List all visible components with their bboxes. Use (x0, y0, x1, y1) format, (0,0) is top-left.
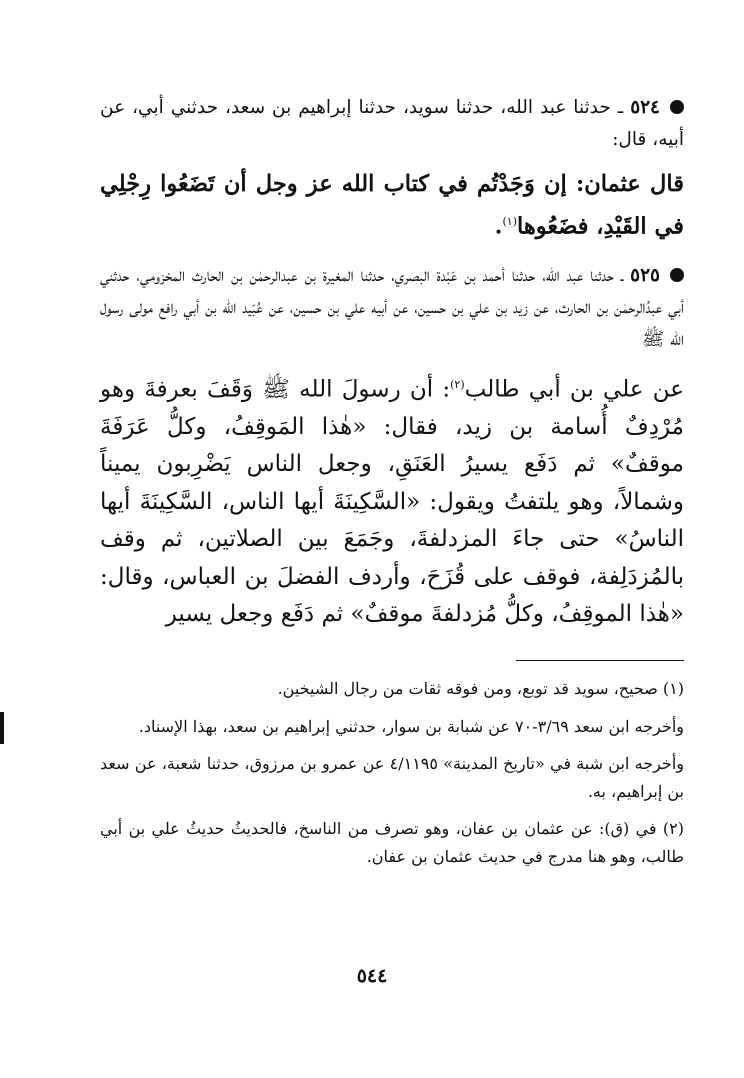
hadith-525-matn-start: عن علي بن أبي طالب (464, 376, 684, 403)
bullet-icon (670, 100, 684, 114)
footnote-1-ibn-saad: وأخرجه ابن سعد ٣/٦٩-٧٠ عن شبابة بن سوار، حدثني إبراهيم بن سعد، بهذا الإسناد. (138, 717, 684, 737)
footnotes (100, 675, 684, 872)
footnote-ref-1[interactable]: (١) (502, 215, 517, 228)
page-edge-mark (0, 712, 4, 744)
hadith-525-matn-rest: : أن رسولَ الله ﷺ وَقَفَ بعرفةَ وهو مُرْدِفٌ أُسامة بن زيد، فقال: «هٰذا المَوقِفُ، وكلُّ عَرَفَةَ موقفٌ» ثم دَفَع يسيرُ العَنَقِ، وجعل الناس يَضْرِبون يميناً وشمالاً، وهو يلتفتُ ويقول: «السَّكِينَةَ أيها الناس، السَّكِينَةَ أيها الناسُ» حتى جاءَ المزدلفةَ، وجَمَعَ بين الصلاتين، ثم وقف بالمُزدَلِفة، فوقف على قُزَحَ، وأردف الفضلَ بن العباس، وقال: «هٰذا الموقِفُ، وكلُّ مُزدلفةَ موقفٌ» ثم دَفَع وجعل يسير (100, 376, 684, 628)
hadith-524-matn-text: قال عثمان: إن وَجَدْتُم في كتاب الله عز وجل أن تَضَعُوا رِجْلِي في القَيْدِ، فضَعُوها (100, 171, 684, 240)
hadith-524-matn: قال عثمان: إن وَجَدْتُم في كتاب الله عز وجل أن تَضَعُوا رِجْلِي في القَيْدِ، فضَعُوها$^{(١)}$. (100, 171, 684, 240)
hadith-524-number: ٥٢٤ (630, 97, 660, 118)
footnote-2: (٢) في (ق): عن عثمان بن عفان، وهو تصرف من الناسخ، فالحديثُ حديثُ علي بن أبي طالب، وهو هنا مدرج في حديث عثمان بن عفان. (100, 818, 684, 867)
hadith-525 (100, 260, 684, 634)
hadith-524-isnad-text: ـ حدثنا عبد الله، حدثنا سويد، حدثنا إبراهيم بن سعد، حدثني أبي، عن أبيه، قال: (100, 97, 684, 150)
hadith-525-isnad (100, 260, 684, 356)
footnote-ref-2[interactable]: (٢) (450, 377, 465, 391)
bullet-icon (670, 268, 684, 282)
hadith-525-matn (100, 366, 684, 634)
footnote-separator (516, 660, 684, 661)
hadith-525-number: ٥٢٥ (630, 264, 660, 286)
footnote-separator-wrap (100, 634, 684, 661)
footnote-1: (١) صحيح، سويد قد توبع، ومن فوقه ثقات من رجال الشيخين. (277, 678, 684, 698)
hadith-525-isnad-text: ـ حدثنا عبد الله، حدثنا أحمد بن عَبْدة البصري، حدثنا المغيرة بن عبدالرحمٰن بن الحارث المخزومي، حدثني أبي عبدُالرحمٰن بن الحارث، عن زيد بن علي بن حسين، عن أبيه علي بن حسين، عن عُبَيد الله بن أبي رافع مولى رسول الله ﷺ (100, 264, 684, 350)
hadith-524-isnad (100, 92, 684, 156)
hadith-524 (100, 92, 684, 246)
book-page (100, 92, 684, 1078)
page-number: ٥٤٤ (356, 965, 388, 987)
footnote-1-ibn-shabba: وأخرجه ابن شبة في «تاريخ المدينة» ٤/١١٩٥ عن عمرو بن مرزوق، حدثنا شعبة، عن سعد بن إبراهيم، به. (100, 753, 684, 802)
